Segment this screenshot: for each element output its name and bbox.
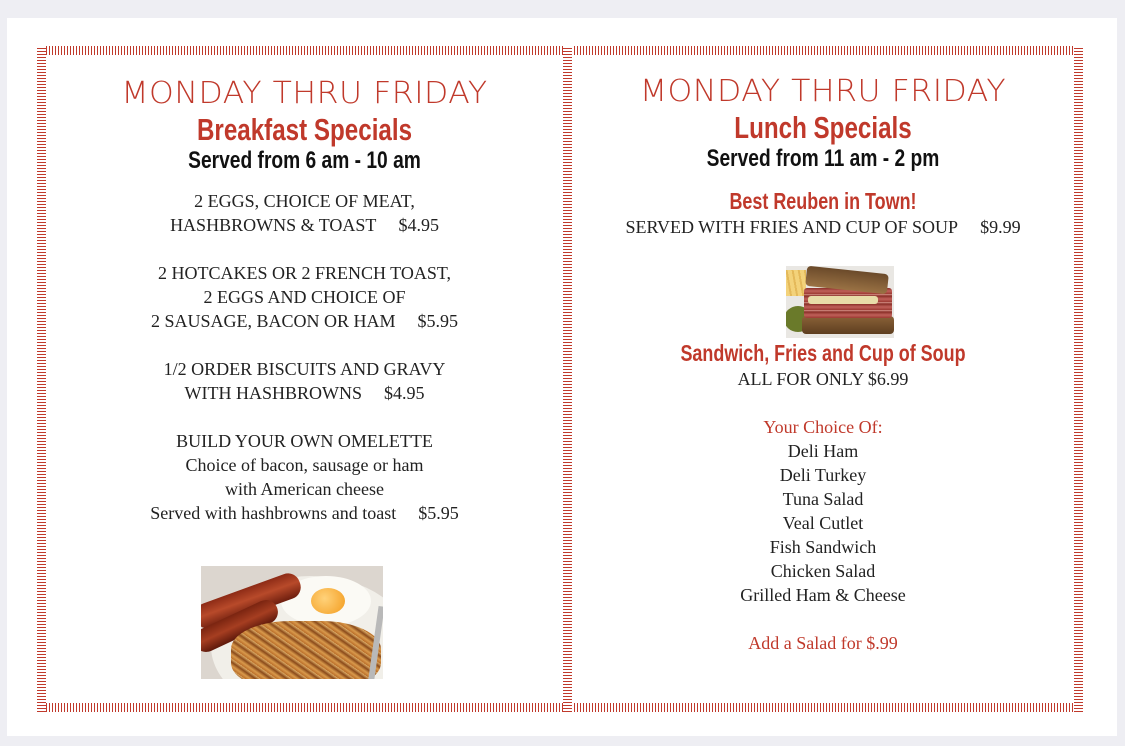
border-middle bbox=[563, 46, 572, 712]
reuben-price: $9.99 bbox=[980, 217, 1021, 237]
list-item: Deli Turkey bbox=[779, 465, 867, 485]
price: $5.95 bbox=[418, 503, 459, 523]
price: $4.95 bbox=[384, 383, 425, 403]
combo-description: ALL FOR ONLY $6.99 bbox=[737, 369, 909, 389]
breakfast-item-1: 2 EGGS, CHOICE OF MEAT, HASHBROWNS & TOAST $4.95 bbox=[170, 191, 439, 235]
list-item: Chicken Salad bbox=[770, 561, 876, 581]
breakfast-item-2: 2 HOTCAKES OR 2 FRENCH TOAST, 2 EGGS AND CHOICE OF 2 SAUSAGE, BACON OR HAM $5.95 bbox=[150, 263, 459, 331]
breakfast-hours: Served from 6 am - 10 am bbox=[188, 147, 421, 174]
list-item: Fish Sandwich bbox=[769, 537, 877, 557]
border-left bbox=[37, 46, 46, 712]
breakfast-panel bbox=[46, 46, 563, 712]
breakfast-title: Breakfast Specials bbox=[196, 112, 413, 147]
breakfast-photo bbox=[201, 566, 383, 679]
reuben-title: Best Reuben in Town! bbox=[729, 188, 917, 214]
salad-addon: Add a Salad for $.99 bbox=[748, 633, 898, 653]
list-item: Deli Ham bbox=[787, 441, 859, 461]
border-right bbox=[1074, 46, 1083, 712]
list-item: Grilled Ham & Cheese bbox=[740, 585, 906, 605]
breakfast-item-4: BUILD YOUR OWN OMELETTE Choice of bacon, sausage or ham with American cheese Served with hashbrowns and toast $5.95 bbox=[150, 431, 459, 523]
choice-list bbox=[572, 439, 1074, 607]
menu-frame bbox=[37, 46, 1083, 712]
price: $4.95 bbox=[398, 215, 439, 235]
right-day-heading: MONDAY THRU FRIDAY bbox=[639, 74, 1007, 109]
list-item: Veal Cutlet bbox=[782, 513, 864, 533]
lunch-hours: Served from 11 am - 2 pm bbox=[706, 145, 940, 172]
combo-title: Sandwich, Fries and Cup of Soup bbox=[680, 340, 966, 366]
left-day-heading: MONDAY THRU FRIDAY bbox=[121, 76, 488, 111]
reuben-description: SERVED WITH FRIES AND CUP OF SOUP $9.99 bbox=[625, 217, 1021, 237]
reuben-photo bbox=[786, 266, 894, 338]
choice-label: Your Choice Of: bbox=[763, 417, 883, 437]
price: $5.95 bbox=[417, 311, 459, 331]
breakfast-item-3: 1/2 ORDER BISCUITS AND GRAVY WITH HASHBROWNS $4.95 bbox=[163, 359, 446, 403]
list-item: Tuna Salad bbox=[782, 489, 864, 509]
lunch-panel bbox=[572, 46, 1074, 712]
lunch-title: Lunch Specials bbox=[734, 110, 912, 145]
